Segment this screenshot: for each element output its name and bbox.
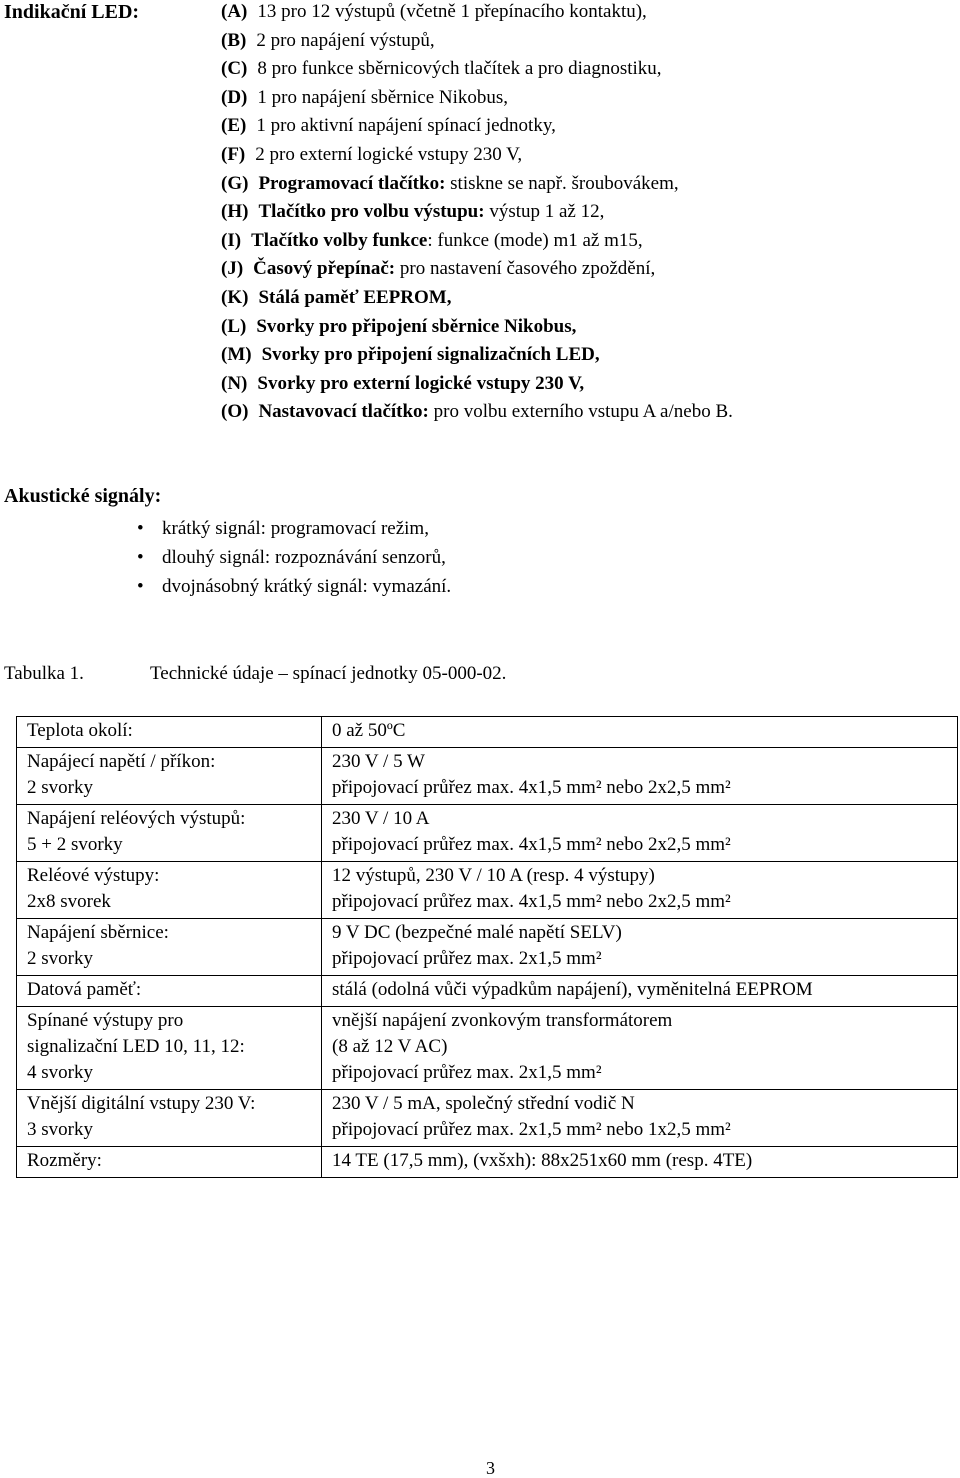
table-row — [17, 919, 958, 976]
list-item-text: krátký signál: programovací režim, — [162, 518, 429, 539]
table-row — [17, 1090, 958, 1147]
led-item — [221, 372, 951, 401]
led-item — [221, 172, 951, 201]
table-row — [17, 748, 958, 805]
led-item-key: (L) — [221, 315, 247, 337]
led-list — [221, 0, 951, 429]
table-cell-value — [322, 748, 958, 805]
cell-line: 2x8 svorek — [27, 891, 111, 912]
led-item-text: 13 pro 12 výstupů (včetně 1 přepínacího kontaktu), — [257, 1, 647, 22]
cell-line: připojovací průřez max. 4x1,5 mm² nebo 2x2,5 mm² — [332, 891, 731, 912]
led-item-bold: Programovací tlačítko: — [258, 172, 446, 194]
led-item-text: pro nastavení časového zpoždění, — [399, 258, 656, 280]
led-item — [221, 200, 951, 229]
led-item-bold: Časový přepínač: — [253, 258, 396, 280]
list-item-text: dvojnásobný krátký signál: vymazání. — [162, 576, 452, 597]
led-item-key: (B) — [221, 29, 247, 51]
page-number: 3 — [486, 1458, 495, 1478]
table-row — [17, 862, 958, 919]
led-item — [221, 229, 951, 258]
bullet-icon: • — [137, 547, 144, 568]
table-caption-label: Tabulka 1. — [4, 663, 84, 684]
led-item — [221, 57, 951, 86]
cell-line: 12 výstupů, 230 V / 10 A (resp. 4 výstupy) — [332, 865, 655, 886]
bullet-icon: • — [137, 576, 144, 597]
cell-line: Rozměry: — [27, 1150, 102, 1171]
table-row — [17, 1007, 958, 1090]
led-item-key: (K) — [221, 286, 249, 308]
led-item — [221, 286, 951, 315]
table-cell-value — [322, 862, 958, 919]
cell-line: signalizační LED 10, 11, 12: — [27, 1036, 245, 1057]
led-item-text: 2 pro napájení výstupů, — [256, 29, 435, 51]
led-item-key: (N) — [221, 372, 248, 394]
table-cell-value — [322, 717, 958, 748]
table-row — [17, 717, 958, 748]
cell-line: připojovací průřez max. 4x1,5 mm² nebo 2x2,5 mm² — [332, 834, 731, 855]
led-heading: Indikační LED: — [4, 1, 140, 23]
table-cell-label — [17, 805, 322, 862]
led-item — [221, 86, 951, 115]
cell-line: připojovací průřez max. 2x1,5 mm² nebo 1x2,5 mm² — [332, 1119, 731, 1140]
cell-line: 14 TE (17,5 mm), (vxšxh): 88x251x60 mm (resp. 4TE) — [332, 1150, 753, 1171]
spec-table — [16, 716, 958, 1178]
cell-line: Vnější digitální vstupy 230 V: — [27, 1093, 256, 1114]
led-item-key: (D) — [221, 86, 248, 108]
list-item-text: dlouhý signál: rozpoznávání senzorů, — [162, 547, 446, 568]
led-item-key: (G) — [221, 172, 249, 194]
table-cell-label — [17, 976, 322, 1007]
led-item — [221, 343, 951, 372]
led-item-key: (C) — [221, 58, 248, 80]
cell-line: stálá (odolná vůči výpadkům napájení), vyměnitelná EEPROM — [332, 979, 813, 1000]
cell-line: 230 V / 10 A — [332, 808, 430, 829]
list-item — [4, 545, 451, 574]
cell-line: (8 až 12 V AC) — [332, 1036, 448, 1057]
led-item-text: 1 pro aktivní napájení spínací jednotky, — [256, 115, 556, 137]
led-item-bold: Svorky pro připojení signalizačních LED, — [261, 344, 600, 366]
led-item-key: (M) — [221, 344, 252, 366]
cell-line: Datová paměť: — [27, 979, 142, 1000]
cell-line: vnější napájení zvonkovým transformátorem — [332, 1010, 673, 1031]
cell-line: 0 až 50ºC — [332, 720, 406, 741]
led-item-bold: Svorky pro externí logické vstupy 230 V, — [257, 372, 585, 394]
list-item — [4, 516, 451, 545]
led-item-bold: Svorky pro připojení sběrnice Nikobus, — [256, 315, 577, 337]
acoustic-list — [4, 516, 451, 603]
table-cell-value — [322, 1147, 958, 1178]
led-item — [221, 143, 951, 172]
cell-line: připojovací průřez max. 2x1,5 mm² — [332, 948, 602, 969]
led-item-text: 1 pro napájení sběrnice Nikobus, — [257, 86, 509, 108]
table-cell-value — [322, 805, 958, 862]
led-item — [221, 114, 951, 143]
table-cell-label — [17, 919, 322, 976]
table-cell-label — [17, 748, 322, 805]
table-cell-value — [322, 1007, 958, 1090]
acoustic-heading: Akustické signály: — [4, 485, 162, 507]
led-item-text: pro volbu externího vstupu A a/nebo B. — [433, 401, 733, 423]
led-item-text: výstup 1 až 12, — [489, 201, 605, 223]
table-cell-label — [17, 1090, 322, 1147]
cell-line: připojovací průřez max. 4x1,5 mm² nebo 2x2,5 mm² — [332, 777, 731, 798]
cell-line: Reléové výstupy: — [27, 865, 160, 886]
table-caption — [4, 663, 506, 685]
led-item-text: stiskne se např. šroubovákem, — [450, 172, 679, 194]
table-cell-label — [17, 1147, 322, 1178]
cell-line: 3 svorky — [27, 1119, 93, 1140]
led-item-bold: Stálá paměť EEPROM, — [258, 286, 452, 308]
cell-line: Teplota okolí: — [27, 720, 133, 741]
led-item — [221, 29, 951, 58]
led-item-key: (E) — [221, 115, 247, 137]
led-item-key: (J) — [221, 258, 244, 280]
led-item-text: 8 pro funkce sběrnicových tlačítek a pro diagnostiku, — [257, 58, 662, 80]
led-item-text: 2 pro externí logické vstupy 230 V, — [255, 143, 523, 165]
table-cell-label — [17, 1007, 322, 1090]
led-item — [221, 315, 951, 344]
led-item-bold: Nastavovací tlačítko: — [258, 401, 429, 423]
table-row — [17, 1147, 958, 1178]
cell-line: 5 + 2 svorky — [27, 834, 123, 855]
led-item-bold: Tlačítko volby funkce — [251, 229, 428, 251]
acoustic-section — [4, 484, 451, 603]
led-item-key: (A) — [221, 1, 248, 22]
led-item-key: (O) — [221, 401, 249, 423]
table-cell-label — [17, 862, 322, 919]
cell-line: připojovací průřez max. 2x1,5 mm² — [332, 1062, 602, 1083]
led-item — [221, 400, 951, 429]
led-item — [221, 0, 951, 29]
cell-line: Spínané výstupy pro — [27, 1010, 184, 1031]
cell-line: 230 V / 5 W — [332, 751, 425, 772]
led-item-key: (F) — [221, 143, 246, 165]
cell-line: Napájecí napětí / příkon: — [27, 751, 216, 772]
table-row — [17, 976, 958, 1007]
led-item-bold: Tlačítko pro volbu výstupu: — [258, 201, 485, 223]
table-cell-label — [17, 717, 322, 748]
led-item-key: (I) — [221, 229, 242, 251]
cell-line: 2 svorky — [27, 777, 93, 798]
cell-line: 230 V / 5 mA, společný střední vodič N — [332, 1093, 635, 1114]
table-cell-value — [322, 919, 958, 976]
cell-line: Napájení sběrnice: — [27, 922, 169, 943]
led-item-key: (H) — [221, 201, 249, 223]
cell-line: 9 V DC (bezpečné malé napětí SELV) — [332, 922, 622, 943]
cell-line: Napájení reléových výstupů: — [27, 808, 246, 829]
led-item — [221, 257, 951, 286]
table-cell-value — [322, 1090, 958, 1147]
cell-line: 2 svorky — [27, 948, 93, 969]
table-cell-value — [322, 976, 958, 1007]
table-caption-title: Technické údaje – spínací jednotky 05-000-02. — [150, 663, 507, 684]
list-item — [4, 574, 451, 603]
cell-line: 4 svorky — [27, 1062, 93, 1083]
led-item-text: : funkce (mode) m1 až m15, — [427, 229, 643, 251]
bullet-icon: • — [137, 518, 144, 539]
table-row — [17, 805, 958, 862]
